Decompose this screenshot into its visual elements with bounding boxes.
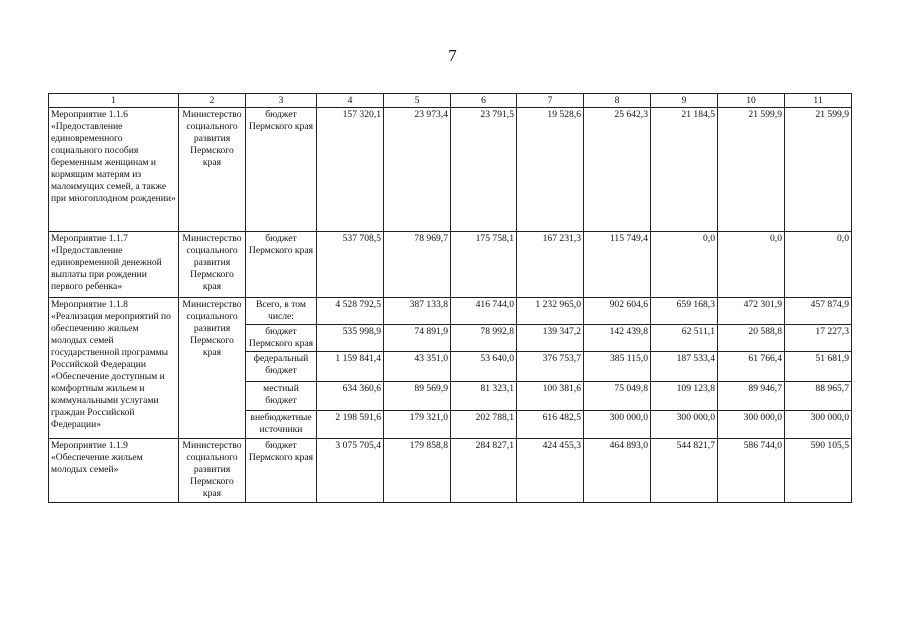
header-cell: 4: [317, 94, 384, 108]
value-cell: 19 528,6: [517, 108, 584, 232]
value-cell: 75 049,8: [584, 382, 651, 411]
value-cell: 202 788,1: [451, 411, 517, 439]
header-cell: 10: [718, 94, 785, 108]
value-cell: 3 075 705,4: [317, 439, 384, 503]
page-number: 7: [448, 46, 457, 65]
value-cell: 416 744,0: [451, 298, 517, 325]
table-row: [49, 298, 852, 325]
funding-source: бюджет Пермского края: [246, 439, 317, 503]
value-cell: 284 827,1: [451, 439, 517, 503]
measure-name: Мероприятие 1.1.8 «Реализация мероприятий по обеспечению жильем молодых семей государственной программы Российской Федерации «Обеспечение доступным и комфортным жильем и коммунальными услугами граждан Российской Федерации»: [49, 298, 179, 439]
value-cell: 139 347,2: [517, 325, 584, 352]
value-cell: 89 569,9: [384, 382, 451, 411]
value-cell: 1 232 965,0: [517, 298, 584, 325]
value-cell: 51 681,9: [785, 352, 852, 382]
value-cell: 464 893,0: [584, 439, 651, 503]
value-cell: 300 000,0: [651, 411, 718, 439]
value-cell: 300 000,0: [584, 411, 651, 439]
value-cell: 88 965,7: [785, 382, 852, 411]
value-cell: 62 511,1: [651, 325, 718, 352]
value-cell: 187 533,4: [651, 352, 718, 382]
table-row: [49, 108, 852, 232]
measure-name: Мероприятие 1.1.9 «Обеспечение жильем молодых семей»: [49, 439, 179, 503]
value-cell: 21 599,9: [785, 108, 852, 232]
value-cell: 0,0: [651, 232, 718, 298]
value-cell: 175 758,1: [451, 232, 517, 298]
measure-name: Мероприятие 1.1.6 «Предоставление единовременного социального пособия беременным женщинам и кормящим матерям из малоимущих семей, а также при многоплодном рождении»: [49, 108, 179, 232]
funding-source: местный бюджет: [246, 382, 317, 411]
responsible-executor: Министерство социального развития Пермского края: [179, 439, 246, 503]
header-cell: 6: [451, 94, 517, 108]
header-cell: 5: [384, 94, 451, 108]
value-cell: 23 791,5: [451, 108, 517, 232]
header-cell: 1: [49, 94, 179, 108]
responsible-executor: Министерство социального развития Пермского края: [179, 108, 246, 232]
value-cell: 167 231,3: [517, 232, 584, 298]
responsible-executor: Министерство социального развития Пермского края: [179, 232, 246, 298]
value-cell: 89 946,7: [718, 382, 785, 411]
funding-source: федеральный бюджет: [246, 352, 317, 382]
value-cell: 81 323,1: [451, 382, 517, 411]
value-cell: 537 708,5: [317, 232, 384, 298]
funding-source: бюджет Пермского края: [246, 325, 317, 352]
value-cell: 0,0: [718, 232, 785, 298]
value-cell: 157 320,1: [317, 108, 384, 232]
value-cell: 4 528 792,5: [317, 298, 384, 325]
value-cell: 78 992,8: [451, 325, 517, 352]
value-cell: 74 891,9: [384, 325, 451, 352]
value-cell: 179 321,0: [384, 411, 451, 439]
value-cell: 21 599,9: [718, 108, 785, 232]
value-cell: 2 198 591,6: [317, 411, 384, 439]
value-cell: 659 168,3: [651, 298, 718, 325]
value-cell: 100 381,6: [517, 382, 584, 411]
value-cell: 61 766,4: [718, 352, 785, 382]
value-cell: 20 588,8: [718, 325, 785, 352]
measure-name: Мероприятие 1.1.7 «Предоставление единовременной денежной выплаты при рождении первого ребенка»: [49, 232, 179, 298]
table-row: [49, 439, 852, 503]
funding-source: бюджет Пермского края: [246, 108, 317, 232]
value-cell: 53 640,0: [451, 352, 517, 382]
value-cell: 0,0: [785, 232, 852, 298]
value-cell: 25 642,3: [584, 108, 651, 232]
header-row: [49, 94, 852, 108]
value-cell: 535 998,9: [317, 325, 384, 352]
value-cell: 902 604,6: [584, 298, 651, 325]
value-cell: 78 969,7: [384, 232, 451, 298]
value-cell: 424 455,3: [517, 439, 584, 503]
table-row: [49, 232, 852, 298]
value-cell: 387 133,8: [384, 298, 451, 325]
value-cell: 472 301,9: [718, 298, 785, 325]
header-cell: 2: [179, 94, 246, 108]
value-cell: 142 439,8: [584, 325, 651, 352]
value-cell: 43 351,0: [384, 352, 451, 382]
header-cell: 11: [785, 94, 852, 108]
value-cell: 21 184,5: [651, 108, 718, 232]
header-cell: 8: [584, 94, 651, 108]
value-cell: 376 753,7: [517, 352, 584, 382]
budget-table: [48, 93, 852, 503]
value-cell: 586 744,0: [718, 439, 785, 503]
value-cell: 385 115,0: [584, 352, 651, 382]
value-cell: 17 227,3: [785, 325, 852, 352]
funding-source: внебюджетные источники: [246, 411, 317, 439]
value-cell: 23 973,4: [384, 108, 451, 232]
value-cell: 179 858,8: [384, 439, 451, 503]
value-cell: 300 000,0: [718, 411, 785, 439]
funding-source: Всего, в том числе:: [246, 298, 317, 325]
value-cell: 457 874,9: [785, 298, 852, 325]
value-cell: 109 123,8: [651, 382, 718, 411]
value-cell: 590 105,5: [785, 439, 852, 503]
funding-source: бюджет Пермского края: [246, 232, 317, 298]
value-cell: 544 821,7: [651, 439, 718, 503]
header-cell: 9: [651, 94, 718, 108]
value-cell: 634 360,6: [317, 382, 384, 411]
value-cell: 115 749,4: [584, 232, 651, 298]
value-cell: 616 482,5: [517, 411, 584, 439]
header-cell: 7: [517, 94, 584, 108]
value-cell: 300 000,0: [785, 411, 852, 439]
value-cell: 1 159 841,4: [317, 352, 384, 382]
responsible-executor: Министерство социального развития Пермского края: [179, 298, 246, 439]
header-cell: 3: [246, 94, 317, 108]
